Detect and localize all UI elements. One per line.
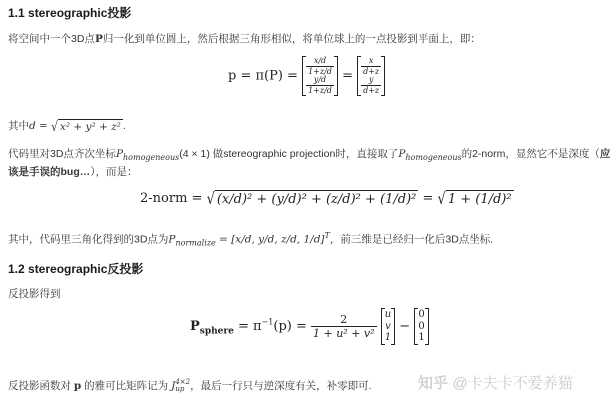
fraction — [361, 57, 381, 76]
vector-uv1 — [381, 308, 395, 345]
math-P: P — [168, 233, 176, 246]
fraction — [306, 76, 334, 95]
math-J: J — [171, 380, 176, 392]
vector-001 — [414, 308, 428, 345]
section-title-stereographic-backprojection: 1.2 stereographic反投影 — [8, 262, 144, 276]
jacobian-indices — [175, 379, 190, 393]
frac-den: d+z — [363, 86, 380, 95]
math-P: P — [190, 318, 200, 334]
superscript: T — [324, 231, 330, 240]
sqrt-radicand: 1 + (1/d)² — [447, 192, 512, 207]
fraction — [361, 76, 381, 95]
equals-sign: = — [418, 191, 438, 206]
period: . — [122, 120, 126, 132]
watermark — [418, 372, 573, 393]
paragraph-text: ），而是： — [90, 166, 138, 178]
vector-cell: 1 — [418, 332, 425, 343]
sqrt-expression: √ x² + y² + z² — [51, 119, 121, 135]
section-title-stereographic-projection: 1.1 stereographic投影 — [8, 6, 132, 20]
paragraph-text: 将空间中一个3D点 — [8, 33, 95, 45]
superscript: −1 — [261, 317, 274, 327]
fraction — [306, 57, 334, 76]
paragraph-text: 其中 — [8, 120, 29, 132]
equation-lhs: 2-norm = — [140, 191, 207, 206]
watermark-author: @卡夫卡不爱养猫 — [452, 375, 573, 392]
math-P: P — [398, 148, 406, 160]
superscript: 4×2 — [175, 378, 191, 387]
equals-sign: = — [342, 68, 353, 84]
math-vector: = [x/d, y/d, z/d, 1/d] — [215, 233, 325, 246]
zhihu-logo: 知乎 — [418, 375, 449, 392]
paragraph-normalize — [8, 31, 481, 46]
subscript: up — [175, 385, 185, 394]
frac-den: d+z — [363, 67, 380, 76]
paragraph-text: ，最后一行只与逆深度有关，补零即可. — [190, 380, 372, 392]
subscript: homogeneous — [123, 153, 180, 163]
equation-text: (p) = — [273, 318, 312, 334]
math-d: d = — [29, 120, 52, 132]
paragraph-text: 归一化到单位圆上，然后根据三角形相似，将单位球上的一点投影到平面上，即： — [102, 33, 481, 45]
paragraph-text: 的雅可比矩阵记为 — [81, 380, 172, 392]
vector-cell: 0 — [418, 320, 425, 332]
vector-cell: 1 — [384, 332, 392, 343]
frac-num: y — [361, 76, 381, 86]
vector-cell: 0 — [418, 309, 425, 320]
subscript: normalize — [175, 238, 216, 248]
matrix-simplified — [357, 56, 385, 96]
frac-num: x — [361, 57, 381, 67]
paragraph-text: 的2-norm，显然它不是深度（ — [461, 148, 600, 160]
sqrt-expression: √ (x/d)² + (y/d)² + (z/d)² + (1/d)² — [206, 190, 417, 209]
bold-text: 该是手误的bug… — [8, 166, 91, 178]
math-p: p — [73, 380, 82, 392]
vector-cell: u — [384, 309, 392, 320]
sqrt-expression: √ 1 + (1/d)² — [437, 190, 512, 209]
vector-cell: v — [385, 320, 391, 332]
paragraph-homogeneous-cont — [8, 164, 138, 179]
equation-text: = π — [233, 318, 262, 334]
minus-sign: − — [395, 318, 415, 334]
paragraph-backprojection: 反投影得到 — [8, 288, 61, 300]
paragraph-text: ，前三维是已经归一化后3D点坐标. — [329, 233, 494, 246]
frac-num: x/d — [306, 57, 334, 67]
math-P: P — [94, 33, 103, 45]
equation-backprojection — [190, 308, 429, 345]
frac-num: 2 — [311, 314, 377, 327]
equation-lhs: p = π(P) = — [228, 68, 298, 84]
matrix-normalized — [302, 56, 338, 96]
frac-den: 1+z/d — [308, 86, 332, 95]
subscript: sphere — [199, 326, 234, 337]
math-P: P — [115, 148, 124, 160]
fraction — [311, 314, 377, 339]
subscript: homogeneous — [405, 153, 462, 163]
paragraph-text: 反投影函数对 — [8, 380, 74, 392]
paragraph-text: 代码里对3D点齐次坐标 — [8, 148, 116, 160]
equation-projection — [228, 56, 385, 96]
bold-text: 应 — [599, 148, 610, 160]
frac-den: 1+z/d — [308, 67, 332, 76]
equation-2norm — [140, 190, 514, 207]
frac-den: 1 + u² + v² — [313, 326, 375, 340]
paragraph-text: (4 × 1) 做stereographic projection时，直接取了 — [179, 148, 399, 160]
paragraph-homogeneous — [8, 146, 610, 162]
paragraph-text: 其中，代码里三角化得到的3D点为 — [8, 233, 169, 246]
paragraph-where-d — [8, 118, 126, 133]
sqrt-radicand: (x/d)² + (y/d)² + (z/d)² + (1/d)² — [216, 192, 417, 207]
frac-num: y/d — [306, 76, 334, 86]
paragraph-normalize-point — [8, 231, 493, 248]
sqrt-radicand: x² + y² + z² — [59, 121, 121, 134]
paragraph-jacobian — [8, 378, 372, 393]
